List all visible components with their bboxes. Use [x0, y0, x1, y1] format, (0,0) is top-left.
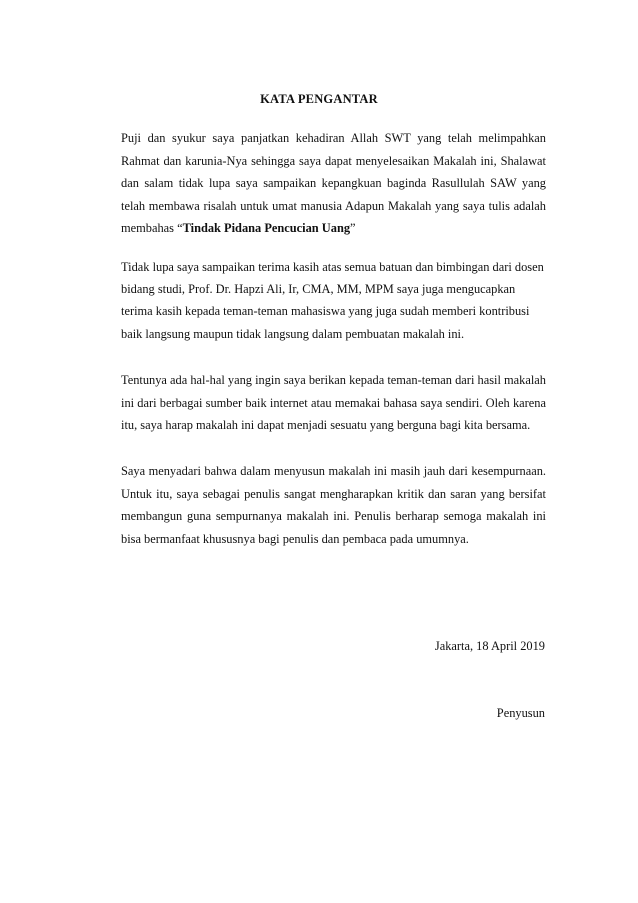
paragraph-sources: Tentunya ada hal-hal yang ingin saya berikan kepada teman-teman dari hasil makalah ini dari berbagai sumber baik internet atau memakai bahasa saya sendiri. Oleh karena itu, saya harap makalah ini dapat menjadi sesuatu yang berguna bagi kita bersama. [121, 373, 546, 433]
paper-topic: Tindak Pidana Pencucian Uang [182, 221, 351, 236]
author-signature: Penyusun [496, 706, 545, 720]
page-title: KATA PENGANTAR [260, 92, 378, 106]
paragraph-opening-text: Puji dan syukur saya panjatkan kehadiran Allah SWT yang telah melimpahkan Rahmat dan karunia-Nya sehingga saya dapat menyelesaikan Makalah ini, Shalawat dan salam tidak lupa saya sampaikan kepangkuan baginda Rasullulah SAW yang telah membawa risalah untuk umat manusia Adapun Makalah yang saya tulis adalah membahas “ [121, 131, 546, 236]
paragraph-closing: Saya menyadari bahwa dalam menyusun makalah ini masih jauh dari kesempurnaan. Untuk itu, saya sebagai penulis sangat mengharapkan kritik dan saran yang bersifat membangun guna sempurnanya makalah ini. Penulis berharap semoga makalah ini bisa bermanfaat khususnya bagi penulis dan pembaca pada umumnya. [121, 464, 546, 546]
closing-quote: ” [350, 221, 356, 236]
paragraph-opening [121, 127, 546, 240]
paragraph-acknowledgement: Tidak lupa saya sampaikan terima kasih atas semua batuan dan bimbingan dari dosen bidang studi, Prof. Dr. Hapzi Ali, Ir, CMA, MM, MPM saya juga mengucapkan terima kasih kepada teman-teman mahasiswa yang juga sudah memberi kontribusi baik langsung maupun tidak langsung dalam pembuatan makalah ini. [121, 260, 544, 341]
place-date: Jakarta, 18 April 2019 [434, 639, 545, 653]
